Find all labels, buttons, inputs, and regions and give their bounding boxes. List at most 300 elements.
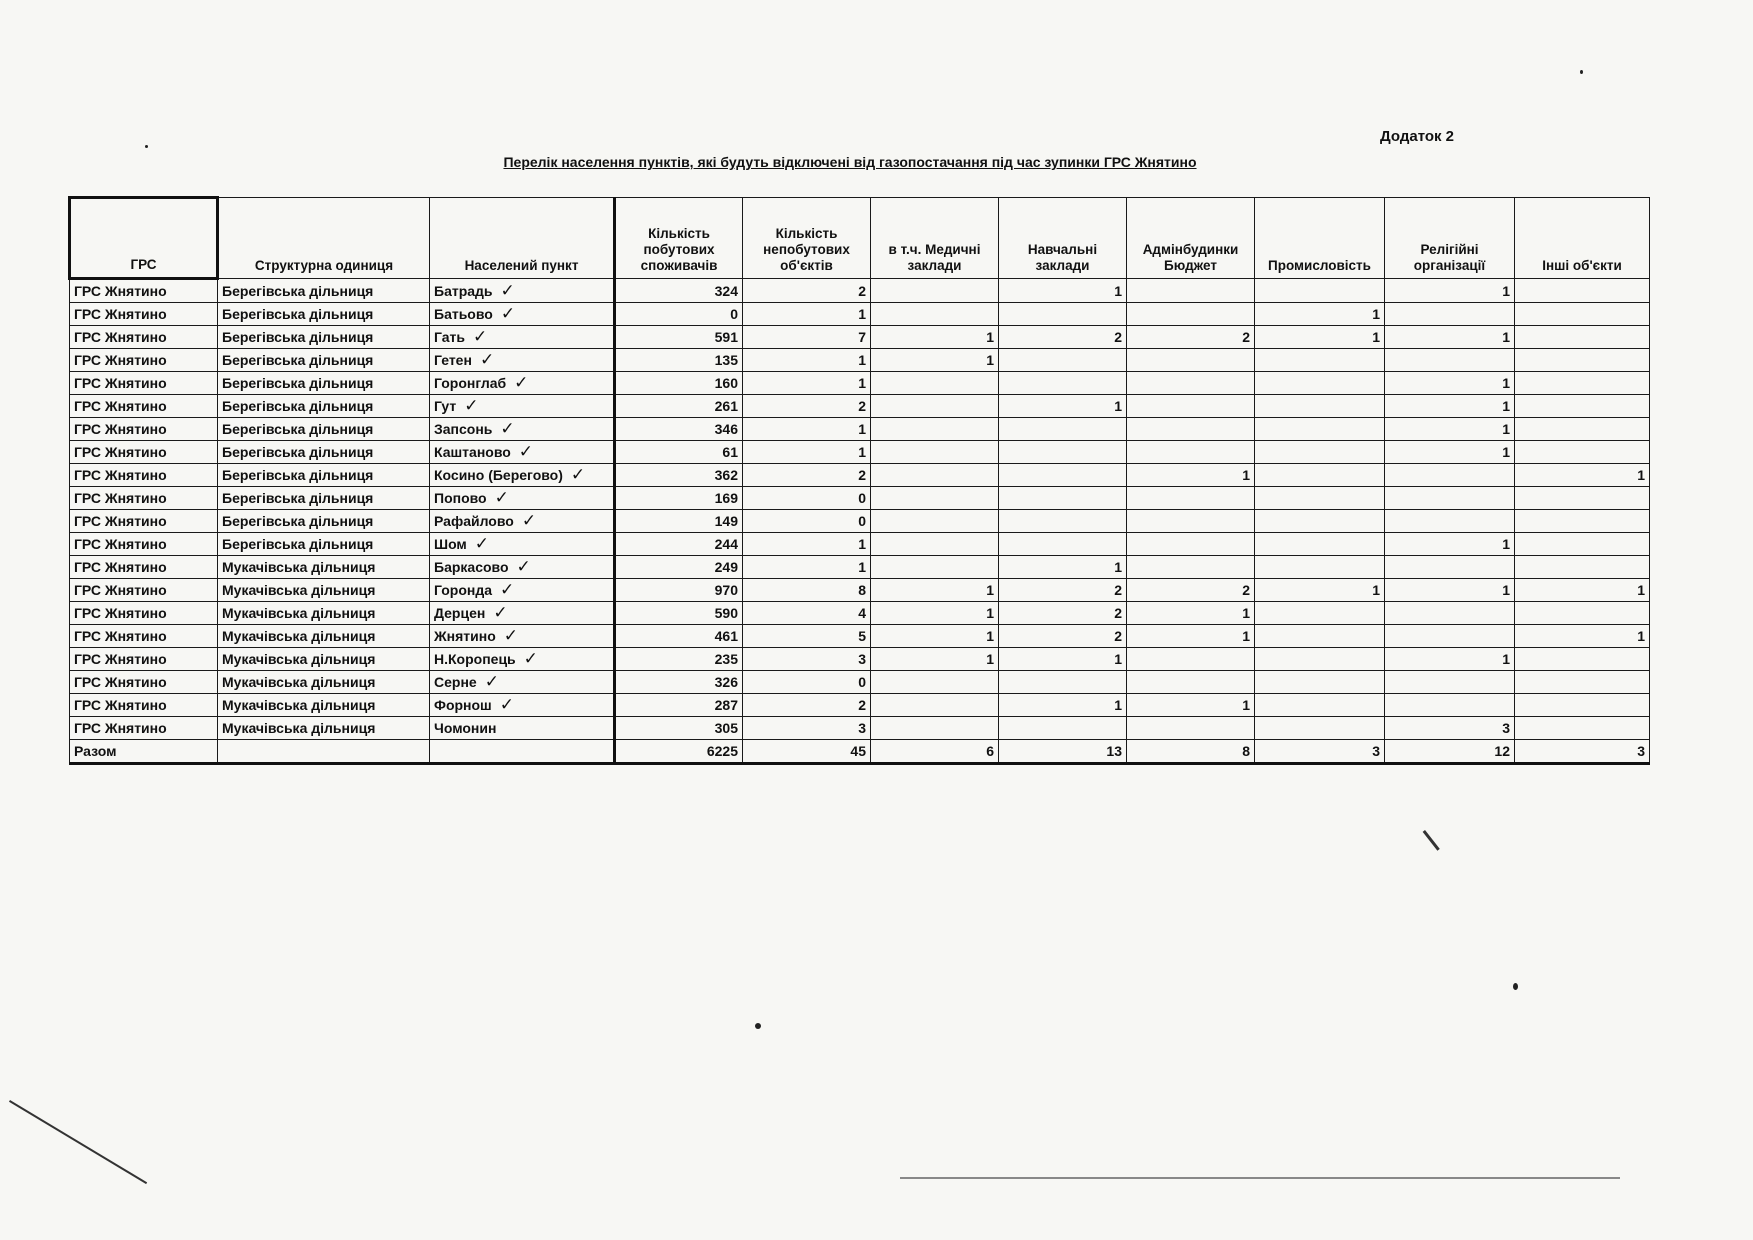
cell-grs: ГРС Жнятино	[70, 395, 218, 418]
cell-place	[430, 694, 615, 717]
cell-education	[999, 372, 1127, 395]
total-household: 6225	[615, 740, 743, 764]
cell-medical	[871, 533, 999, 556]
table-row	[70, 279, 1650, 303]
cell-religious	[1385, 694, 1515, 717]
col-header-education: Навчальні заклади	[999, 198, 1127, 279]
cell-place	[430, 579, 615, 602]
cell-industry	[1255, 395, 1385, 418]
cell-industry	[1255, 533, 1385, 556]
cell-industry	[1255, 717, 1385, 740]
total-admin: 8	[1127, 740, 1255, 764]
cell-unit: Берегівська дільниця	[218, 349, 430, 372]
cell-unit: Мукачівська дільниця	[218, 717, 430, 740]
total-education: 13	[999, 740, 1127, 764]
place-name: Н.Коропець	[434, 651, 516, 667]
cell-grs: ГРС Жнятино	[70, 510, 218, 533]
cell-nonhousehold: 0	[743, 671, 871, 694]
cell-household: 261	[615, 395, 743, 418]
cell-grs: ГРС Жнятино	[70, 441, 218, 464]
cell-nonhousehold: 2	[743, 694, 871, 717]
scan-speck	[145, 145, 148, 148]
cell-education	[999, 464, 1127, 487]
place-name: Батьово	[434, 306, 493, 322]
cell-other	[1515, 533, 1650, 556]
cell-education: 1	[999, 395, 1127, 418]
cell-medical: 1	[871, 326, 999, 349]
cell-education	[999, 510, 1127, 533]
cell-place	[430, 533, 615, 556]
cell-nonhousehold: 2	[743, 395, 871, 418]
cell-other: 1	[1515, 625, 1650, 648]
scan-mark	[9, 1100, 147, 1184]
cell-education	[999, 441, 1127, 464]
place-name: Жнятино	[434, 628, 496, 644]
cell-nonhousehold: 1	[743, 372, 871, 395]
col-header-admin: Адмінбудинки Бюджет	[1127, 198, 1255, 279]
table-row	[70, 326, 1650, 349]
cell-admin	[1127, 717, 1255, 740]
table-row	[70, 671, 1650, 694]
cell-place	[430, 648, 615, 671]
cell-medical: 1	[871, 579, 999, 602]
cell-unit: Мукачівська дільниця	[218, 648, 430, 671]
cell-household: 326	[615, 671, 743, 694]
cell-unit: Берегівська дільниця	[218, 464, 430, 487]
place-name: Гетен	[434, 352, 472, 368]
table-row	[70, 464, 1650, 487]
cell-religious: 1	[1385, 579, 1515, 602]
cell-unit: Берегівська дільниця	[218, 533, 430, 556]
table-row	[70, 372, 1650, 395]
cell-other: 1	[1515, 579, 1650, 602]
place-name: Каштаново	[434, 444, 511, 460]
cell-grs: ГРС Жнятино	[70, 349, 218, 372]
cell-household: 591	[615, 326, 743, 349]
cell-place	[430, 279, 615, 303]
checkmark-icon: ✓	[464, 396, 479, 415]
table-body	[70, 279, 1650, 764]
checkmark-icon: ✓	[503, 626, 518, 645]
cell-industry	[1255, 602, 1385, 625]
cell-other	[1515, 349, 1650, 372]
place-name: Горонглаб	[434, 375, 507, 391]
scan-speck	[1580, 70, 1583, 74]
table-row	[70, 533, 1650, 556]
cell-admin: 1	[1127, 464, 1255, 487]
cell-household: 235	[615, 648, 743, 671]
cell-admin	[1127, 533, 1255, 556]
total-nonhousehold: 45	[743, 740, 871, 764]
cell-household: 244	[615, 533, 743, 556]
cell-admin	[1127, 303, 1255, 326]
col-header-other: Інші об'єкти	[1515, 198, 1650, 279]
cell-education	[999, 418, 1127, 441]
cell-religious: 1	[1385, 533, 1515, 556]
scan-mark	[900, 1177, 1620, 1179]
cell-nonhousehold: 4	[743, 602, 871, 625]
cell-household: 169	[615, 487, 743, 510]
cell-grs: ГРС Жнятино	[70, 303, 218, 326]
cell-other	[1515, 326, 1650, 349]
cell-unit: Берегівська дільниця	[218, 303, 430, 326]
cell-industry	[1255, 487, 1385, 510]
total-religious: 12	[1385, 740, 1515, 764]
annex-label: Додаток 2	[1380, 128, 1455, 145]
cell-nonhousehold: 3	[743, 717, 871, 740]
cell-unit: Берегівська дільниця	[218, 487, 430, 510]
cell-industry: 1	[1255, 326, 1385, 349]
cell-other	[1515, 671, 1650, 694]
checkmark-icon: ✓	[521, 511, 537, 530]
cell-other	[1515, 510, 1650, 533]
cell-grs: ГРС Жнятино	[70, 602, 218, 625]
cell-place	[430, 418, 615, 441]
place-name: Гать	[434, 329, 466, 345]
cell-religious	[1385, 303, 1515, 326]
cell-medical	[871, 556, 999, 579]
cell-place	[430, 510, 615, 533]
cell-admin: 2	[1127, 326, 1255, 349]
cell-medical: 1	[871, 625, 999, 648]
place-name: Запсонь	[434, 421, 493, 437]
cell-education: 1	[999, 648, 1127, 671]
cell-other	[1515, 441, 1650, 464]
cell-other	[1515, 648, 1650, 671]
col-header-industry: Промисловість	[1255, 198, 1385, 279]
cell-nonhousehold: 1	[743, 418, 871, 441]
cell-nonhousehold: 1	[743, 556, 871, 579]
place-name: Дерцен	[434, 605, 486, 621]
place-name: Серне	[434, 674, 477, 690]
cell-religious: 1	[1385, 326, 1515, 349]
cell-grs: ГРС Жнятино	[70, 487, 218, 510]
place-name: Чомонин	[434, 720, 497, 736]
table-row	[70, 694, 1650, 717]
cell-nonhousehold: 8	[743, 579, 871, 602]
cell-place	[430, 303, 615, 326]
cell-household: 324	[615, 279, 743, 303]
cell-religious	[1385, 487, 1515, 510]
cell-medical: 1	[871, 648, 999, 671]
cell-industry: 1	[1255, 579, 1385, 602]
scan-mark	[1423, 830, 1440, 851]
col-header-nonhousehold: Кількість непобутових об'єктів	[743, 198, 871, 279]
cell-education: 1	[999, 556, 1127, 579]
table-row	[70, 579, 1650, 602]
table-row	[70, 349, 1650, 372]
cell-unit: Берегівська дільниця	[218, 279, 430, 303]
checkmark-icon: ✓	[484, 672, 499, 691]
cell-nonhousehold: 5	[743, 625, 871, 648]
cell-industry: 1	[1255, 303, 1385, 326]
cell-other	[1515, 487, 1650, 510]
cell-education	[999, 717, 1127, 740]
cell-nonhousehold: 1	[743, 441, 871, 464]
cell-household: 970	[615, 579, 743, 602]
cell-industry	[1255, 694, 1385, 717]
cell-unit: Мукачівська дільниця	[218, 694, 430, 717]
cell-religious	[1385, 625, 1515, 648]
cell-religious	[1385, 510, 1515, 533]
place-name: Косино (Берегово)	[434, 467, 563, 483]
cell-industry	[1255, 648, 1385, 671]
table-row	[70, 510, 1650, 533]
total-other: 3	[1515, 740, 1650, 764]
cell-admin	[1127, 556, 1255, 579]
checkmark-icon: ✓	[499, 695, 514, 714]
document-title: Перелік населення пунктів, які будуть відключені від газопостачання під час зупинки ГРС Жнятино	[503, 154, 1197, 170]
cell-education	[999, 303, 1127, 326]
cell-industry	[1255, 349, 1385, 372]
cell-medical	[871, 418, 999, 441]
col-header-household: Кількість побутових споживачів	[615, 198, 743, 279]
col-header-religious: Релігійні організації	[1385, 198, 1515, 279]
cell-nonhousehold: 3	[743, 648, 871, 671]
cell-place	[430, 602, 615, 625]
cell-religious: 1	[1385, 441, 1515, 464]
cell-education	[999, 533, 1127, 556]
total-medical: 6	[871, 740, 999, 764]
cell-admin	[1127, 395, 1255, 418]
cell-grs: ГРС Жнятино	[70, 418, 218, 441]
cell-other	[1515, 372, 1650, 395]
cell-unit: Берегівська дільниця	[218, 326, 430, 349]
cell-education: 2	[999, 579, 1127, 602]
cell-admin: 1	[1127, 602, 1255, 625]
cell-religious: 1	[1385, 648, 1515, 671]
cell-admin	[1127, 510, 1255, 533]
cell-admin	[1127, 279, 1255, 303]
cell-household: 249	[615, 556, 743, 579]
cell-industry	[1255, 372, 1385, 395]
col-header-medical: в т.ч. Медичні заклади	[871, 198, 999, 279]
cell-place	[430, 671, 615, 694]
cell-admin	[1127, 349, 1255, 372]
cell-household: 149	[615, 510, 743, 533]
cell-place	[430, 556, 615, 579]
cell-education: 2	[999, 326, 1127, 349]
table-row	[70, 556, 1650, 579]
place-name: Баркасово	[434, 559, 509, 575]
cell-place	[430, 625, 615, 648]
cell-grs: ГРС Жнятино	[70, 533, 218, 556]
cell-grs: ГРС Жнятино	[70, 694, 218, 717]
cell-unit: Берегівська дільниця	[218, 395, 430, 418]
cell-nonhousehold: 1	[743, 303, 871, 326]
checkmark-icon: ✓	[516, 557, 531, 576]
table-row	[70, 487, 1650, 510]
cell-place	[430, 372, 615, 395]
cell-grs: ГРС Жнятино	[70, 279, 218, 303]
place-name: Шом	[434, 536, 467, 552]
place-name: Форнош	[434, 697, 492, 713]
cell-industry	[1255, 625, 1385, 648]
table-row	[70, 303, 1650, 326]
settlements-table	[68, 196, 1650, 765]
cell-unit: Берегівська дільниця	[218, 418, 430, 441]
cell-admin: 1	[1127, 694, 1255, 717]
cell-religious: 1	[1385, 418, 1515, 441]
table-row	[70, 648, 1650, 671]
cell-unit: Мукачівська дільниця	[218, 579, 430, 602]
cell-grs: ГРС Жнятино	[70, 556, 218, 579]
cell-education	[999, 487, 1127, 510]
cell-unit: Мукачівська дільниця	[218, 671, 430, 694]
checkmark-icon: ✓	[500, 280, 515, 300]
cell-industry	[1255, 556, 1385, 579]
cell-place	[430, 487, 615, 510]
cell-admin	[1127, 418, 1255, 441]
place-name: Рафайлово	[434, 513, 514, 529]
cell-admin: 2	[1127, 579, 1255, 602]
scan-speck	[1513, 983, 1518, 990]
scan-speck	[755, 1023, 761, 1029]
cell-medical	[871, 671, 999, 694]
place-name: Батрадь	[434, 282, 493, 299]
cell-other	[1515, 694, 1650, 717]
cell-place	[430, 441, 615, 464]
cell-household: 0	[615, 303, 743, 326]
checkmark-icon: ✓	[514, 373, 529, 392]
cell-medical	[871, 717, 999, 740]
cell-medical	[871, 279, 999, 303]
cell-industry	[1255, 441, 1385, 464]
cell-household: 461	[615, 625, 743, 648]
place-name: Гут	[434, 398, 457, 414]
cell-education: 1	[999, 279, 1127, 303]
place-name: Попово	[434, 490, 487, 506]
cell-nonhousehold: 7	[743, 326, 871, 349]
cell-religious	[1385, 602, 1515, 625]
table-row	[70, 395, 1650, 418]
cell-grs: ГРС Жнятино	[70, 648, 218, 671]
cell-household: 346	[615, 418, 743, 441]
cell-unit: Мукачівська дільниця	[218, 556, 430, 579]
cell-nonhousehold: 2	[743, 464, 871, 487]
cell-place	[430, 464, 615, 487]
cell-other	[1515, 556, 1650, 579]
checkmark-icon: ✓	[518, 442, 534, 461]
cell-medical: 1	[871, 349, 999, 372]
cell-admin	[1127, 487, 1255, 510]
cell-grs: ГРС Жнятино	[70, 671, 218, 694]
checkmark-icon: ✓	[523, 649, 538, 668]
cell-nonhousehold: 0	[743, 510, 871, 533]
table-row	[70, 602, 1650, 625]
cell-medical	[871, 441, 999, 464]
cell-education: 2	[999, 602, 1127, 625]
cell-religious: 1	[1385, 395, 1515, 418]
cell-medical	[871, 464, 999, 487]
cell-grs: ГРС Жнятино	[70, 326, 218, 349]
checkmark-icon: ✓	[500, 419, 515, 438]
cell-religious	[1385, 556, 1515, 579]
cell-nonhousehold: 0	[743, 487, 871, 510]
cell-grs: ГРС Жнятино	[70, 717, 218, 740]
cell-unit: Мукачівська дільниця	[218, 602, 430, 625]
cell-household: 160	[615, 372, 743, 395]
cell-household: 305	[615, 717, 743, 740]
cell-household: 362	[615, 464, 743, 487]
cell-unit: Берегівська дільниця	[218, 372, 430, 395]
cell-religious: 3	[1385, 717, 1515, 740]
cell-other	[1515, 279, 1650, 303]
cell-grs: ГРС Жнятино	[70, 579, 218, 602]
checkmark-icon: ✓	[473, 327, 488, 346]
cell-household: 590	[615, 602, 743, 625]
total-row	[70, 740, 1650, 764]
col-header-grs: ГРС	[70, 198, 218, 279]
total-unit-empty	[218, 740, 430, 764]
checkmark-icon: ✓	[494, 488, 509, 507]
cell-medical	[871, 395, 999, 418]
total-label: Разом	[70, 740, 218, 764]
cell-other	[1515, 395, 1650, 418]
cell-other	[1515, 717, 1650, 740]
cell-industry	[1255, 671, 1385, 694]
cell-education	[999, 671, 1127, 694]
cell-admin: 1	[1127, 625, 1255, 648]
cell-medical	[871, 510, 999, 533]
cell-household: 61	[615, 441, 743, 464]
cell-education: 1	[999, 694, 1127, 717]
cell-medical	[871, 372, 999, 395]
cell-admin	[1127, 648, 1255, 671]
cell-medical	[871, 303, 999, 326]
checkmark-icon: ✓	[500, 580, 515, 599]
cell-education: 2	[999, 625, 1127, 648]
cell-household: 287	[615, 694, 743, 717]
checkmark-icon: ✓	[500, 304, 516, 323]
cell-place	[430, 717, 615, 740]
cell-grs: ГРС Жнятино	[70, 372, 218, 395]
cell-industry	[1255, 418, 1385, 441]
checkmark-icon: ✓	[479, 350, 495, 369]
cell-industry	[1255, 510, 1385, 533]
cell-religious	[1385, 349, 1515, 372]
cell-nonhousehold: 1	[743, 533, 871, 556]
cell-unit: Берегівська дільниця	[218, 510, 430, 533]
cell-other	[1515, 418, 1650, 441]
cell-unit: Мукачівська дільниця	[218, 625, 430, 648]
col-header-place: Населений пункт	[430, 198, 615, 279]
col-header-unit: Структурна одиниця	[218, 198, 430, 279]
cell-nonhousehold: 2	[743, 279, 871, 303]
cell-industry	[1255, 279, 1385, 303]
cell-grs: ГРС Жнятино	[70, 464, 218, 487]
place-name: Горонда	[434, 582, 493, 598]
cell-admin	[1127, 671, 1255, 694]
table-row	[70, 625, 1650, 648]
table-row	[70, 441, 1650, 464]
checkmark-icon: ✓	[493, 603, 508, 622]
cell-medical: 1	[871, 602, 999, 625]
cell-nonhousehold: 1	[743, 349, 871, 372]
total-place-empty	[430, 740, 615, 764]
table-row	[70, 717, 1650, 740]
cell-religious: 1	[1385, 279, 1515, 303]
total-industry: 3	[1255, 740, 1385, 764]
cell-religious: 1	[1385, 372, 1515, 395]
cell-place	[430, 326, 615, 349]
cell-admin	[1127, 372, 1255, 395]
cell-other	[1515, 602, 1650, 625]
cell-industry	[1255, 464, 1385, 487]
checkmark-icon: ✓	[570, 465, 586, 484]
cell-household: 135	[615, 349, 743, 372]
cell-place	[430, 395, 615, 418]
